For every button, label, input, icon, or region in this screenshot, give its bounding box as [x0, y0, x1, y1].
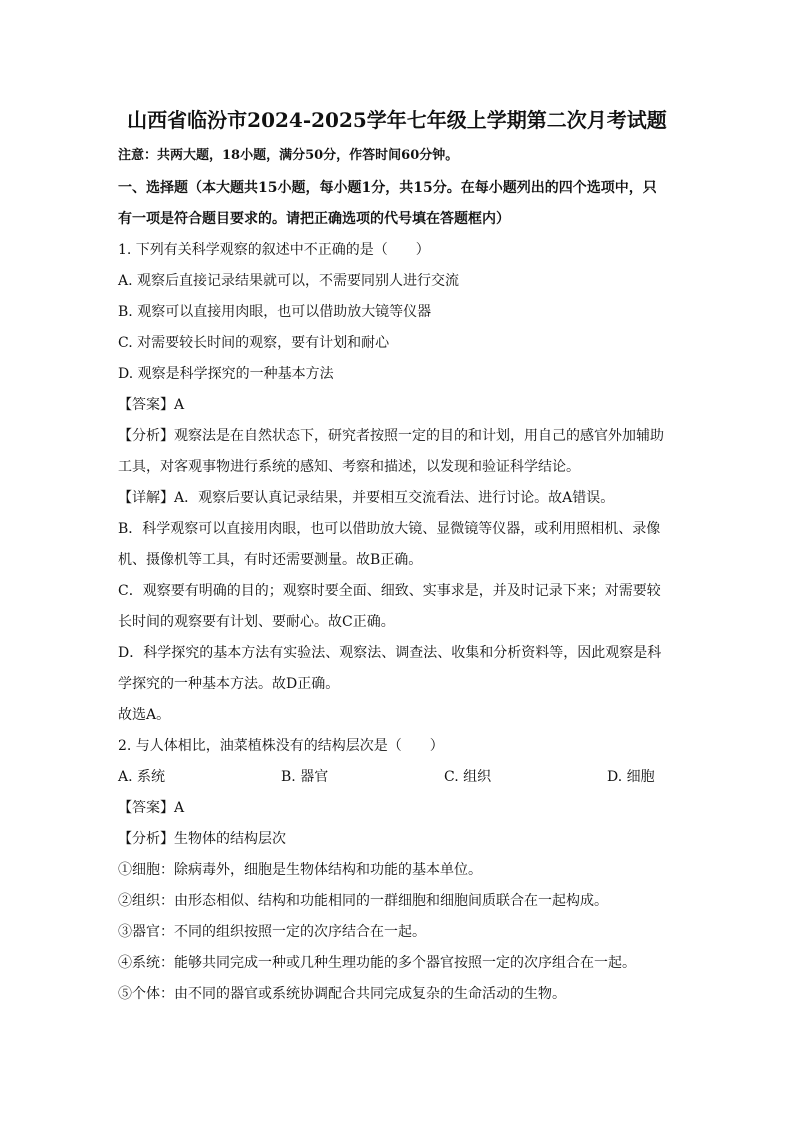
section-heading-line-2: 有一项是符合题目要求的。请把正确选项的代号填在答题框内） — [118, 211, 510, 227]
question-1-analysis-line-2: 工具，对客观事物进行系统的感知、考察和描述，以发现和验证科学结论。 — [118, 459, 580, 475]
question-2-analysis: 【分析】生物体的结构层次 — [118, 831, 286, 847]
question-1-detail-line-7: 学探究的一种基本方法。故D正确。 — [118, 676, 340, 692]
question-2-item-individual: ⑤个体：由不同的器官或系统协调配合共同完成复杂的生命活动的生物。 — [118, 986, 566, 1002]
page-title: 山西省临汾市2024-2025学年七年级上学期第二次月考试题 — [127, 108, 667, 132]
question-1-option-c: C. 对需要较长时间的观察，要有计划和耐心 — [118, 335, 390, 351]
question-1-analysis-line-1: 【分析】观察法是在自然状态下，研究者按照一定的目的和计划，用自己的感官外加辅助 — [118, 428, 664, 444]
question-1-detail-line-3: 机、摄像机等工具，有时还需要测量。故B正确。 — [118, 552, 423, 568]
section-heading-line-1: 一、选择题（本大题共15小题，每小题1分，共15分。在每小题列出的四个选项中，只 — [118, 180, 657, 196]
question-2-item-system: ④系统：能够共同完成一种或几种生理功能的多个器官按照一定的次序组合在一起。 — [118, 955, 636, 971]
question-2-option-c: C. 组织 — [444, 769, 492, 785]
question-1-detail-line-2: B．科学观察可以直接用肉眼，也可以借助放大镜、显微镜等仪器，或利用照相机、录像 — [118, 521, 661, 537]
question-2-option-d: D. 细胞 — [607, 769, 655, 785]
question-1-option-d: D. 观察是科学探究的一种基本方法 — [118, 366, 334, 382]
question-1-answer: 【答案】A — [118, 397, 185, 413]
question-2-item-organ: ③器官：不同的组织按照一定的次序结合在一起。 — [118, 924, 426, 940]
question-1-conclusion: 故选A。 — [118, 707, 171, 723]
question-1-detail-line-6: D．科学探究的基本方法有实验法、观察法、调查法、收集和分析资料等，因此观察是科 — [118, 645, 662, 661]
question-2-item-cell: ①细胞：除病毒外，细胞是生物体结构和功能的基本单位。 — [118, 862, 482, 878]
question-2-answer: 【答案】A — [118, 800, 185, 816]
question-1-detail-line-1: 【详解】A．观察后要认真记录结果，并要相互交流看法、进行讨论。故A错误。 — [118, 490, 615, 506]
question-1-stem: 1. 下列有关科学观察的叙述中不正确的是（ ） — [118, 242, 430, 258]
question-2-stem: 2. 与人体相比，油菜植株没有的结构层次是（ ） — [118, 738, 444, 754]
question-1-option-a: A. 观察后直接记录结果就可以，不需要同别人进行交流 — [118, 273, 460, 289]
question-2-option-b: B. 器官 — [281, 769, 329, 785]
question-2-item-tissue: ②组织：由形态相似、结构和功能相同的一群细胞和细胞间质联合在一起构成。 — [118, 893, 608, 909]
question-2-option-a: A. 系统 — [118, 769, 166, 785]
notice-text: 注意：共两大题，18小题，满分50分，作答时间60分钟。 — [118, 148, 459, 163]
question-1-option-b: B. 观察可以直接用肉眼，也可以借助放大镜等仪器 — [118, 304, 432, 320]
question-1-detail-line-4: C．观察要有明确的目的；观察时要全面、细致、实事求是，并及时记录下来；对需要较 — [118, 583, 661, 599]
question-1-detail-line-5: 长时间的观察要有计划、要耐心。故C正确。 — [118, 614, 395, 630]
